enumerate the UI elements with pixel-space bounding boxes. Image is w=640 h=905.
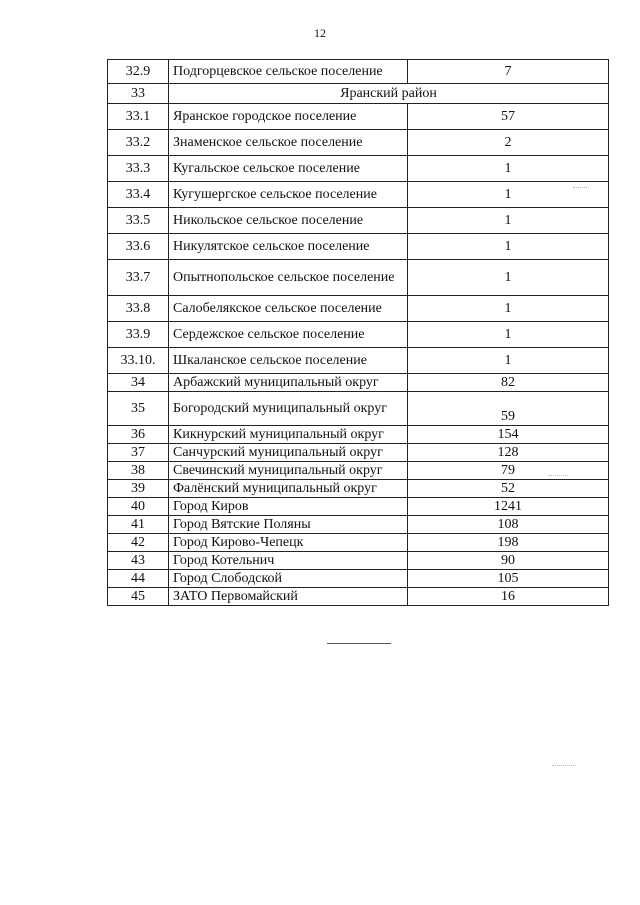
count-value: 1 bbox=[408, 348, 609, 374]
municipality-name: Город Кирово-Чепецк bbox=[169, 534, 408, 552]
row-number: 35 bbox=[108, 392, 169, 426]
count-value: 16 bbox=[408, 588, 609, 606]
table-row bbox=[108, 130, 609, 156]
table-row bbox=[108, 208, 609, 234]
municipality-name: Фалёнский муниципальный округ bbox=[169, 480, 408, 498]
municipality-name: Город Вятские Поляны bbox=[169, 516, 408, 534]
table-row bbox=[108, 260, 609, 296]
table-row bbox=[108, 104, 609, 130]
count-value: 1 bbox=[408, 156, 609, 182]
table-row bbox=[108, 552, 609, 570]
municipality-name: Город Слободской bbox=[169, 570, 408, 588]
table-row bbox=[108, 516, 609, 534]
row-number: 38 bbox=[108, 462, 169, 480]
table-row bbox=[108, 480, 609, 498]
table-row bbox=[108, 156, 609, 182]
table-row bbox=[108, 348, 609, 374]
table-row bbox=[108, 588, 609, 606]
row-number: 41 bbox=[108, 516, 169, 534]
count-value: 59 bbox=[408, 392, 609, 426]
municipality-name: Шкаланское сельское поселение bbox=[169, 348, 408, 374]
municipality-name: Никольское сельское поселение bbox=[169, 208, 408, 234]
row-number: 33.10. bbox=[108, 348, 169, 374]
municipality-name: Санчурский муниципальный округ bbox=[169, 444, 408, 462]
row-number: 33.3 bbox=[108, 156, 169, 182]
count-value: 108 bbox=[408, 516, 609, 534]
municipality-name: Опытнопольское сельское поселение bbox=[169, 260, 408, 296]
row-number: 34 bbox=[108, 374, 169, 392]
row-number: 37 bbox=[108, 444, 169, 462]
row-number: 33.8 bbox=[108, 296, 169, 322]
row-number: 33.4 bbox=[108, 182, 169, 208]
section-title: Яранский район bbox=[169, 84, 609, 104]
municipality-name: Кугальское сельское поселение bbox=[169, 156, 408, 182]
municipality-name: Знаменское сельское поселение bbox=[169, 130, 408, 156]
table-row bbox=[108, 498, 609, 516]
scan-artifact bbox=[552, 765, 576, 766]
table-row bbox=[108, 182, 609, 208]
municipality-name: Подгорцевское сельское поселение bbox=[169, 60, 408, 84]
row-number: 33 bbox=[108, 84, 169, 104]
count-value: 90 bbox=[408, 552, 609, 570]
count-value: 82 bbox=[408, 374, 609, 392]
count-value: 57 bbox=[408, 104, 609, 130]
municipality-name: Город Котельнич bbox=[169, 552, 408, 570]
municipality-name: ЗАТО Первомайский bbox=[169, 588, 408, 606]
count-value: 1241 bbox=[408, 498, 609, 516]
table-row bbox=[108, 392, 609, 426]
municipality-name: Богородский муниципальный округ bbox=[169, 392, 408, 426]
row-number: 33.9 bbox=[108, 322, 169, 348]
row-number: 43 bbox=[108, 552, 169, 570]
district-table bbox=[107, 59, 609, 606]
count-value: 1 bbox=[408, 208, 609, 234]
scan-artifact bbox=[573, 187, 589, 188]
table-row bbox=[108, 570, 609, 588]
row-number: 33.5 bbox=[108, 208, 169, 234]
municipality-name: Кикнурский муниципальный округ bbox=[169, 426, 408, 444]
row-number: 32.9 bbox=[108, 60, 169, 84]
table-row bbox=[108, 60, 609, 84]
row-number: 33.2 bbox=[108, 130, 169, 156]
row-number: 39 bbox=[108, 480, 169, 498]
count-value: 1 bbox=[408, 182, 609, 208]
count-value: 198 bbox=[408, 534, 609, 552]
count-value: 7 bbox=[408, 60, 609, 84]
table-row bbox=[108, 462, 609, 480]
section-row bbox=[108, 84, 609, 104]
count-value: 1 bbox=[408, 234, 609, 260]
row-number: 33.1 bbox=[108, 104, 169, 130]
count-value: 1 bbox=[408, 260, 609, 296]
scan-artifact bbox=[548, 475, 568, 476]
row-number: 33.6 bbox=[108, 234, 169, 260]
count-value: 2 bbox=[408, 130, 609, 156]
count-value: 1 bbox=[408, 322, 609, 348]
row-number: 45 bbox=[108, 588, 169, 606]
row-number: 44 bbox=[108, 570, 169, 588]
table-row bbox=[108, 444, 609, 462]
table-row bbox=[108, 426, 609, 444]
row-number: 33.7 bbox=[108, 260, 169, 296]
row-number: 40 bbox=[108, 498, 169, 516]
table-row bbox=[108, 234, 609, 260]
table-row bbox=[108, 296, 609, 322]
end-separator-line bbox=[327, 643, 391, 644]
municipality-name: Сердежское сельское поселение bbox=[169, 322, 408, 348]
municipality-name: Салобелякское сельское поселение bbox=[169, 296, 408, 322]
count-value: 128 bbox=[408, 444, 609, 462]
count-value: 1 bbox=[408, 296, 609, 322]
count-value: 154 bbox=[408, 426, 609, 444]
municipality-name: Свечинский муниципальный округ bbox=[169, 462, 408, 480]
row-number: 36 bbox=[108, 426, 169, 444]
page-number: 12 bbox=[314, 26, 326, 40]
table-row bbox=[108, 374, 609, 392]
municipality-name: Арбажский муниципальный округ bbox=[169, 374, 408, 392]
count-value: 52 bbox=[408, 480, 609, 498]
row-number: 42 bbox=[108, 534, 169, 552]
municipality-name: Никулятское сельское поселение bbox=[169, 234, 408, 260]
count-value: 105 bbox=[408, 570, 609, 588]
table-row bbox=[108, 534, 609, 552]
municipality-name: Город Киров bbox=[169, 498, 408, 516]
table-row bbox=[108, 322, 609, 348]
municipality-name: Яранское городское поселение bbox=[169, 104, 408, 130]
municipality-name: Кугушергское сельское поселение bbox=[169, 182, 408, 208]
count-value: 79 bbox=[408, 462, 609, 480]
